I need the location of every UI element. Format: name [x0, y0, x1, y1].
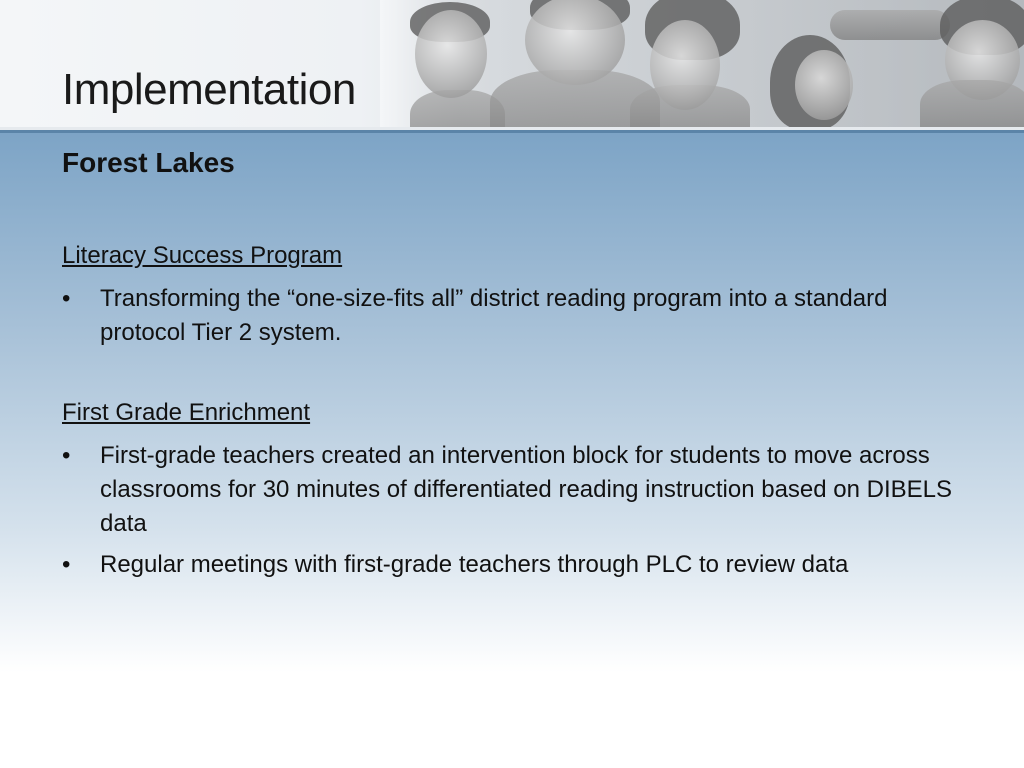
section-heading-first-grade: First Grade Enrichment: [62, 399, 311, 426]
header-band: [0, 0, 1024, 127]
bullet-text: Transforming the “one-size-fits all” district reading program into a standard protocol Tier 2 system.: [100, 285, 888, 346]
bullet-text: Regular meetings with first-grade teachers through PLC to review data: [100, 551, 849, 578]
bullet-item: [62, 548, 962, 582]
header-photo: [380, 0, 1024, 127]
slide-subtitle: Forest Lakes: [62, 147, 235, 178]
bullet-dot: •: [62, 285, 71, 312]
slide-title: Implementation: [62, 65, 356, 114]
bullet-item: [62, 282, 962, 350]
bullet-dot: •: [62, 551, 71, 578]
bullet-text: First-grade teachers created an intervention block for students to move across classrooms for 30 minutes of differentiated reading instruction based on DIBELS data: [100, 442, 953, 537]
bullet-item: [62, 439, 962, 541]
section-heading-literacy: Literacy Success Program: [62, 242, 343, 269]
bullet-dot: •: [62, 442, 71, 469]
